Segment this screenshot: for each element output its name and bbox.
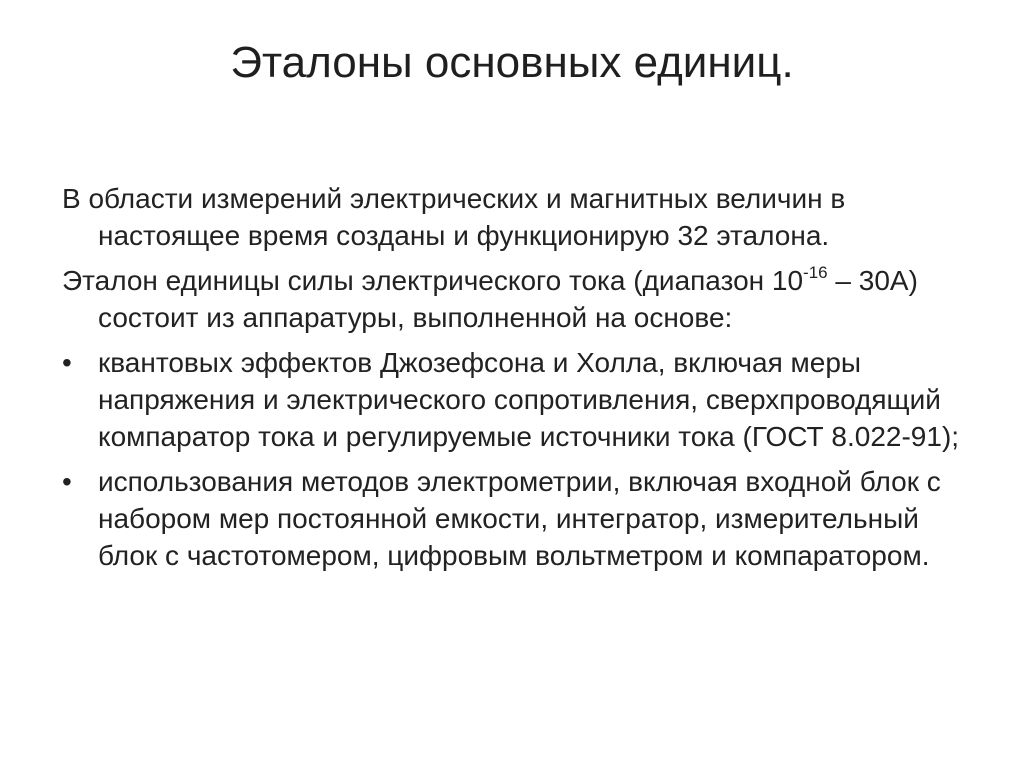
bullet-text: квантовых эффектов Джозефсона и Холла, включая меры напряжения и электрического сопротивления, сверхпроводящий компаратор тока и регулируемые источники тока (ГОСТ 8.022-91);: [98, 347, 960, 452]
paragraph-current-standard: [62, 262, 962, 336]
range-exponent: -16: [803, 263, 828, 282]
paragraph-standards-count: В области измерений электрических и магнитных величин в настоящее время созданы и функционирую 32 эталона.: [62, 183, 846, 251]
bullet-text: использования методов электрометрии, включая входной блок с набором мер постоянной емкости, интегратор, измерительный блок с частотомером, цифровым вольтметром и компаратором.: [98, 466, 941, 571]
slide-title: Эталоны основных единиц.: [230, 38, 794, 87]
paragraph-current-standard-text-end: – 30А) состоит из аппаратуры, выполненной на основе:: [98, 265, 918, 333]
bullet-item-electrometry: [62, 463, 962, 574]
slide-body: [62, 180, 962, 582]
bullet-icon: •: [62, 466, 72, 497]
paragraph-current-standard-text: Эталон единицы силы электрического тока (диапазон 10: [62, 265, 804, 296]
bullet-item-quantum-effects: [62, 344, 962, 455]
bullet-icon: •: [62, 347, 72, 378]
